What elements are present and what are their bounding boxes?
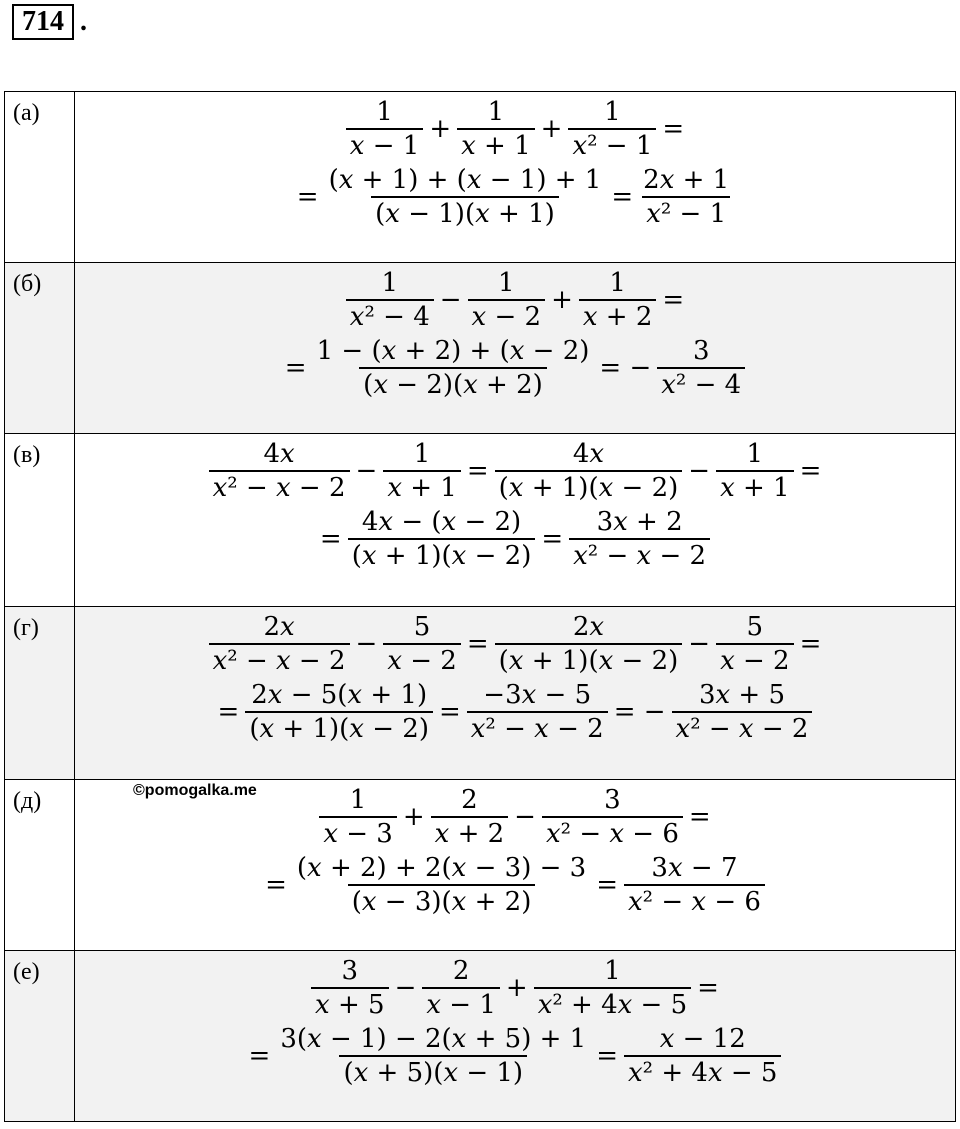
row-label: (д)	[5, 780, 75, 951]
denominator: 𝑥 − 3	[319, 816, 397, 850]
equation-line	[75, 679, 955, 745]
operator: =	[248, 1041, 271, 1071]
fraction	[716, 611, 794, 677]
fraction	[346, 267, 434, 333]
numerator: 4𝑥	[572, 439, 605, 469]
denominator: 𝑥 + 2	[579, 299, 657, 333]
operator: =	[466, 456, 489, 486]
fraction	[383, 438, 461, 504]
denominator: 𝑥² − 4	[346, 299, 434, 333]
denominator: 𝑥² − 𝑥 − 6	[624, 884, 765, 918]
operator: +	[402, 802, 425, 832]
solution-row-d	[5, 780, 956, 951]
denominator: 𝑥² − 1	[642, 196, 730, 230]
numerator: 1	[376, 97, 393, 127]
numerator: 5	[746, 612, 764, 642]
numerator: (𝑥 + 2) + 2(𝑥 − 3) − 3	[296, 853, 587, 883]
numerator: 3𝑥 − 7	[651, 853, 738, 883]
numerator: −3𝑥 − 5	[483, 680, 592, 710]
numerator: 4𝑥	[263, 439, 295, 469]
solution-row-g	[5, 607, 956, 780]
equation-line	[75, 267, 955, 333]
numerator: 1	[413, 439, 431, 469]
numerator: 3	[604, 785, 621, 815]
numerator: 1	[381, 268, 399, 298]
operator: =	[662, 114, 685, 144]
fraction	[568, 96, 656, 162]
numerator: 2𝑥 + 1	[643, 165, 730, 195]
equation-line	[75, 1023, 955, 1089]
denominator: 𝑥 − 2	[716, 643, 794, 677]
fraction	[716, 438, 794, 504]
operator: +	[551, 285, 573, 315]
operator: =	[438, 697, 461, 727]
denominator: 𝑥² − 𝑥 − 2	[569, 538, 710, 572]
denominator: 𝑥 + 2	[431, 816, 509, 850]
fraction	[431, 784, 509, 850]
numerator: 2𝑥	[263, 612, 295, 642]
operator: +	[429, 114, 452, 144]
operator: −	[514, 802, 536, 832]
problem-number-dot: .	[80, 6, 87, 37]
problem-number	[12, 4, 74, 40]
operator: =	[697, 973, 719, 1003]
fraction	[495, 611, 683, 677]
solution-row-a	[5, 92, 956, 263]
math-cell	[75, 92, 956, 263]
operator: =	[799, 456, 822, 486]
fraction	[467, 679, 608, 745]
denominator: 𝑥 + 1	[716, 470, 794, 504]
numerator: 2	[461, 785, 478, 815]
equation-line	[75, 955, 955, 1021]
row-label: (г)	[5, 607, 75, 780]
fraction	[624, 852, 765, 918]
fraction	[624, 1023, 781, 1089]
numerator: 5	[413, 612, 431, 642]
denominator: 𝑥² + 4𝑥 − 5	[624, 1055, 781, 1089]
fraction	[319, 784, 397, 850]
numerator: (𝑥 + 1) + (𝑥 − 1) + 1	[328, 165, 602, 195]
fraction	[495, 438, 683, 504]
math-cell	[75, 780, 956, 951]
numerator: 1	[498, 268, 515, 298]
fraction	[348, 506, 536, 572]
math-cell	[75, 607, 956, 780]
fraction	[569, 506, 710, 572]
operator: =	[319, 524, 342, 554]
operator: =	[611, 182, 634, 212]
fraction	[579, 267, 657, 333]
operator: =	[662, 285, 685, 315]
row-label: (е)	[5, 951, 75, 1122]
numerator: 3	[341, 956, 359, 986]
numerator: 4𝑥 − (𝑥 − 2)	[361, 507, 522, 537]
denominator: 𝑥 − 2	[468, 299, 546, 333]
fraction	[209, 611, 350, 677]
operator: −	[394, 973, 417, 1003]
denominator: (𝑥 + 1)(𝑥 − 2)	[245, 711, 433, 745]
operator: =	[284, 353, 307, 383]
denominator: (𝑥 − 1)(𝑥 + 1)	[371, 196, 559, 230]
fraction	[468, 267, 546, 333]
denominator: 𝑥 − 1	[346, 128, 424, 162]
fraction	[209, 438, 350, 504]
denominator: 𝑥 + 1	[457, 128, 535, 162]
operator: =	[217, 697, 240, 727]
operator: +	[505, 973, 528, 1003]
operator: −	[355, 456, 378, 486]
equation-line	[75, 506, 955, 572]
operator: −	[688, 629, 711, 659]
operator: = −	[613, 697, 666, 727]
solution-row-b	[5, 263, 956, 434]
equation-line	[75, 438, 955, 504]
numerator: 2𝑥 − 5(𝑥 + 1)	[251, 680, 428, 710]
denominator: 𝑥 + 1	[383, 470, 461, 504]
denominator: 𝑥 − 2	[383, 643, 461, 677]
equation-line	[75, 611, 955, 677]
numerator: 1	[349, 785, 367, 815]
row-label: (в)	[5, 434, 75, 607]
equation-line	[75, 96, 955, 162]
operator: =	[596, 1041, 618, 1071]
numerator: 2𝑥	[572, 612, 605, 642]
fraction	[293, 852, 590, 918]
numerator: 𝑥 − 12	[659, 1024, 746, 1054]
fraction	[325, 164, 606, 230]
numerator: 1	[746, 439, 764, 469]
fraction	[542, 784, 683, 850]
numerator: 1	[604, 97, 621, 127]
operator: =	[296, 182, 319, 212]
numerator: 3(𝑥 − 1) − 2(𝑥 + 5) + 1	[280, 1024, 587, 1054]
operator: =	[688, 802, 711, 832]
fraction	[457, 96, 535, 162]
numerator: 1	[604, 956, 621, 986]
solution-row-v	[5, 434, 956, 607]
numerator: 1	[487, 97, 505, 127]
operator: =	[466, 629, 489, 659]
denominator: 𝑥 − 1	[422, 987, 500, 1021]
fraction	[672, 679, 813, 745]
equation-line	[75, 852, 955, 918]
denominator: (𝑥 + 1)(𝑥 − 2)	[348, 538, 536, 572]
math-cell	[75, 263, 956, 434]
fraction	[346, 96, 424, 162]
denominator: (𝑥 + 5)(𝑥 − 1)	[339, 1055, 527, 1089]
fraction	[383, 611, 461, 677]
operator: =	[799, 629, 822, 659]
operator: =	[541, 524, 564, 554]
operator: =	[596, 870, 618, 900]
operator: −	[688, 456, 711, 486]
equation-line	[75, 335, 955, 401]
denominator: 𝑥² − 4	[657, 367, 745, 401]
row-label: (а)	[5, 92, 75, 263]
numerator: 2	[452, 956, 470, 986]
operator: −	[439, 285, 462, 315]
fraction	[311, 955, 389, 1021]
denominator: (𝑥 + 1)(𝑥 − 2)	[495, 643, 683, 677]
denominator: 𝑥² − 1	[568, 128, 656, 162]
denominator: (𝑥 − 2)(𝑥 + 2)	[359, 367, 547, 401]
denominator: 𝑥 + 5	[311, 987, 389, 1021]
fraction	[245, 679, 433, 745]
denominator: 𝑥² − 𝑥 − 6	[542, 816, 683, 850]
fraction	[534, 955, 691, 1021]
equation-line	[75, 164, 955, 230]
denominator: 𝑥² + 4𝑥 − 5	[534, 987, 691, 1021]
operator: = −	[599, 353, 652, 383]
operator: =	[265, 870, 287, 900]
numerator: 3	[692, 336, 710, 366]
watermark: ©pomogalka.me	[133, 782, 257, 799]
fraction	[422, 955, 500, 1021]
fraction	[276, 1023, 590, 1089]
fraction	[313, 335, 594, 401]
denominator: 𝑥² − 𝑥 − 2	[209, 643, 350, 677]
row-label: (б)	[5, 263, 75, 434]
denominator: (𝑥 − 3)(𝑥 + 2)	[348, 884, 536, 918]
solution-row-e	[5, 951, 956, 1122]
solutions-table	[4, 91, 956, 1122]
operator: +	[540, 114, 563, 144]
fraction	[657, 335, 745, 401]
denominator: 𝑥² − 𝑥 − 2	[672, 711, 813, 745]
math-cell	[75, 951, 956, 1122]
fraction	[639, 164, 733, 230]
denominator: (𝑥 + 1)(𝑥 − 2)	[495, 470, 683, 504]
numerator: 1	[609, 268, 626, 298]
numerator: 1 − (𝑥 + 2) + (𝑥 − 2)	[316, 336, 590, 366]
denominator: 𝑥² − 𝑥 − 2	[209, 470, 350, 504]
problem-number-text: 714	[22, 6, 64, 37]
numerator: 3𝑥 + 5	[698, 680, 786, 710]
numerator: 3𝑥 + 2	[596, 507, 683, 537]
math-cell	[75, 434, 956, 607]
operator: −	[355, 629, 378, 659]
denominator: 𝑥² − 𝑥 − 2	[467, 711, 608, 745]
